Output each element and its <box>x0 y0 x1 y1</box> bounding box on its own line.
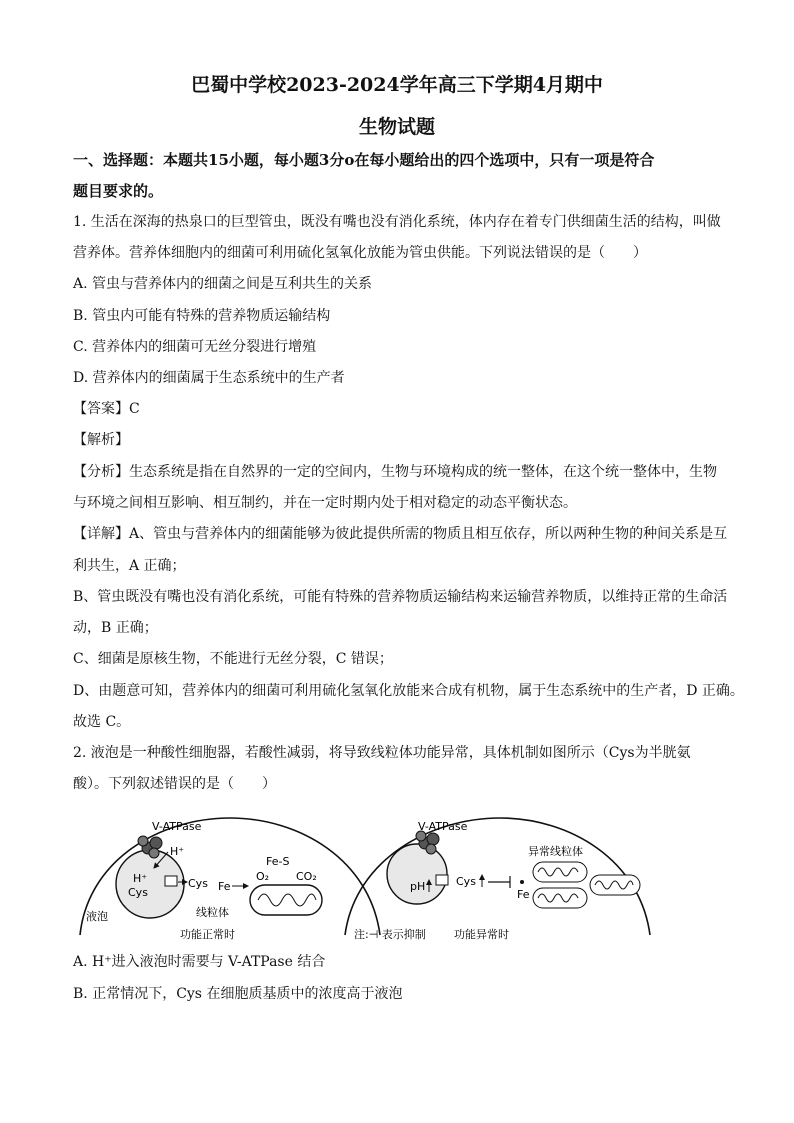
q1-option-c: C. 营养体内的细菌可无丝分裂进行增殖 <box>73 339 317 355</box>
q2-stem-line1: 2. 液泡是一种酸性细胞器，若酸性减弱，将导致线粒体功能异常，具体机制如图所示（Cys为半胱氨 <box>73 745 691 761</box>
inhibit-line <box>488 876 510 888</box>
normal-panel <box>80 818 380 941</box>
q1-analysis-line2: 与环境之间相互影响、相互制约，并在一定时期内处于相对稳定的动态平衡状态。 <box>73 495 577 511</box>
q1-option-b: B. 管虫内可能有特殊的营养物质运输结构 <box>73 308 331 324</box>
normal-cys-out: Cys <box>188 877 208 890</box>
normal-mito-label: 线粒体 <box>196 906 229 919</box>
abnormal-ph: pH <box>410 880 426 893</box>
normal-h-plus-out: H⁺ <box>170 845 185 858</box>
normal-o2: O₂ <box>256 870 270 883</box>
abnormal-caption: 功能异常时 <box>454 928 509 941</box>
section-heading-line1: 一、选择题：本题共15小题，每小题3分o在每小题给出的四个选项中，只有一项是符合 <box>73 151 655 169</box>
q1-detail-line3: B、管虫既没有嘴也没有消化系统，可能有特殊的营养物质运输结构来运输营养物质，以维持正常的生命活 <box>73 589 728 605</box>
normal-h-plus-in: H⁺ <box>133 872 148 885</box>
q1-analysis-label: 【解析】 <box>73 432 129 448</box>
q1-option-a: A. 管虫与营养体内的细菌之间是互利共生的关系 <box>73 276 373 292</box>
q2-option-a: A. H⁺进入液泡时需要与 V-ATPase 结合 <box>73 954 326 970</box>
q1-detail-line1: 【详解】A、管虫与营养体内的细菌能够为彼此提供所需的物质且相互依存，所以两种生物的种间关系是互 <box>73 526 728 542</box>
cys-transporter <box>165 876 177 886</box>
fe-dot <box>520 880 524 884</box>
q1-answer: 【答案】C <box>73 401 140 417</box>
section-heading-line2: 题目要求的。 <box>73 182 164 200</box>
normal-mitochondrion <box>250 885 322 915</box>
q1-detail-line4: 动，B 正确； <box>73 620 158 636</box>
normal-co2: CO₂ <box>296 870 317 883</box>
q1-analysis-line1: 【分析】生态系统是指在自然界的一定的空间内，生物与环境构成的统一整体，在这个统一整体中，生物 <box>73 464 717 480</box>
abnormal-mito-label: 异常线粒体 <box>528 845 583 858</box>
normal-fe-s: Fe-S <box>266 855 290 868</box>
normal-caption: 功能正常时 <box>180 928 235 941</box>
q1-conclusion: 故选 C。 <box>73 714 131 730</box>
abnormal-v-atpase-label: V-ATPase <box>418 820 468 833</box>
abnormal-cys-transporter <box>436 875 448 885</box>
q1-stem-line2: 营养体。营养体细胞内的细菌可利用硫化氢氧化放能为管虫供能。下列说法错误的是（ ） <box>73 245 647 261</box>
q1-detail-line5: C、细菌是原核生物，不能进行无丝分裂，C 错误； <box>73 651 393 667</box>
abnormal-fe: Fe <box>517 888 530 901</box>
q1-stem-line1: 1. 生活在深海的热泉口的巨型管虫，既没有嘴也没有消化系统，体内存在着专门供细菌生活的结构，叫做 <box>73 214 721 230</box>
abnormal-cys: Cys <box>456 875 476 888</box>
normal-vacuole-label: 液泡 <box>86 910 108 923</box>
abnormal-vacuole <box>387 844 447 904</box>
normal-fe: Fe <box>218 880 231 893</box>
normal-cys-in: Cys <box>128 886 148 899</box>
q1-detail-line6: D、由题意可知，营养体内的细菌可利用硫化氢氧化放能来合成有机物，属于生态系统中的生产者，D 正确。 <box>73 683 744 699</box>
abnormal-mitochondria <box>533 862 640 908</box>
normal-v-atpase-label: V-ATPase <box>152 820 202 833</box>
abnormal-note: 注:⊣ 表示抑制 <box>354 928 426 941</box>
q2-stem-line2: 酸）。下列叙述错误的是（ ） <box>73 776 276 792</box>
document-title: 巴蜀中学校2023-2024学年高三下学期4月期中 <box>191 74 603 96</box>
document-subtitle: 生物试题 <box>358 116 435 138</box>
q1-detail-line2: 利共生，A 正确； <box>73 558 186 574</box>
abnormal-panel <box>345 818 650 941</box>
q2-option-b: B. 正常情况下，Cys 在细胞质基质中的浓度高于液泡 <box>73 986 403 1002</box>
q1-option-d: D. 营养体内的细菌属于生态系统中的生产者 <box>73 370 345 386</box>
vacuole-mechanism-figure <box>70 810 720 945</box>
